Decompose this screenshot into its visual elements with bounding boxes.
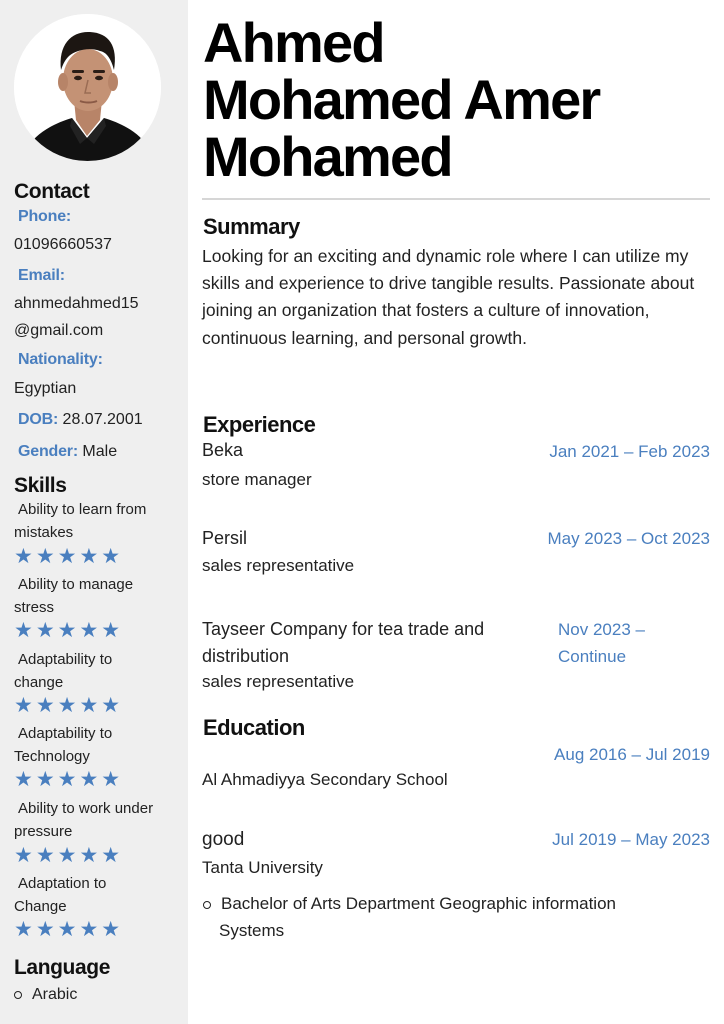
job-role: sales representative bbox=[202, 672, 355, 691]
skill-name-line2: change bbox=[14, 674, 64, 691]
name-line2: Mohamed Amer bbox=[203, 68, 600, 131]
dob-row bbox=[18, 410, 143, 430]
job-company bbox=[202, 616, 484, 670]
job-date: May 2023 – Oct 2023 bbox=[547, 529, 710, 548]
gender-label: Gender: bbox=[18, 443, 78, 460]
dob-label: DOB: bbox=[18, 411, 59, 428]
skill-name-line1: Adaptability to bbox=[18, 725, 113, 742]
dob-value: 28.07.2001 bbox=[62, 411, 143, 428]
job-role: store manager bbox=[202, 470, 312, 489]
skill-name-line2: stress bbox=[14, 599, 55, 616]
skill-name-line1: Adaptability to bbox=[18, 651, 113, 668]
skill-rating-stars: ★★★★★ bbox=[14, 619, 124, 642]
gender-row bbox=[18, 442, 117, 462]
bullet-icon bbox=[203, 901, 211, 909]
header-divider bbox=[202, 198, 710, 200]
education-detail-line2: Systems bbox=[219, 921, 285, 940]
avatar-portrait-image bbox=[14, 14, 161, 161]
job-role: sales representative bbox=[202, 556, 355, 575]
education-school: Al Ahmadiyya Secondary School bbox=[202, 770, 448, 789]
skill-rating-stars: ★★★★★ bbox=[14, 545, 124, 568]
skill-name-line2: mistakes bbox=[14, 524, 74, 541]
skill-item bbox=[14, 797, 186, 843]
skill-name-line1: Adaptation to bbox=[18, 875, 107, 892]
phone-value: 01096660537 bbox=[14, 236, 112, 253]
skill-name-line1: Ability to manage bbox=[18, 576, 134, 593]
bullet-icon bbox=[14, 991, 22, 999]
education-date: Aug 2016 – Jul 2019 bbox=[554, 745, 710, 764]
skill-name-line1: Ability to learn from bbox=[18, 501, 147, 518]
skill-rating-stars: ★★★★★ bbox=[14, 844, 124, 867]
skill-name-line2: pressure bbox=[14, 823, 73, 840]
job-date-line2: Continue bbox=[558, 647, 627, 666]
job-company: Persil bbox=[202, 528, 248, 548]
contact-heading: Contact bbox=[14, 180, 90, 203]
skill-item bbox=[14, 573, 186, 619]
email-label: Email: bbox=[18, 267, 65, 284]
name-line3: Mohamed bbox=[203, 125, 452, 188]
skill-item bbox=[14, 722, 186, 768]
skill-item bbox=[14, 648, 186, 694]
education-date: Jul 2019 – May 2023 bbox=[552, 830, 710, 849]
skill-rating-stars: ★★★★★ bbox=[14, 918, 124, 941]
email-value-line1: ahnmedahmed15 bbox=[14, 295, 139, 312]
education-heading: Education bbox=[203, 715, 305, 740]
gender-value: Male bbox=[82, 443, 118, 460]
skill-name-line2: Change bbox=[14, 898, 67, 915]
nationality-label: Nationality: bbox=[18, 351, 103, 368]
skill-rating-stars: ★★★★★ bbox=[14, 694, 124, 717]
job-date-line1: Nov 2023 – bbox=[558, 620, 645, 639]
skill-name-line2: Technology bbox=[14, 748, 90, 765]
name-line1: Ahmed bbox=[203, 11, 384, 74]
job-company-line2: distribution bbox=[202, 646, 290, 666]
phone-label: Phone: bbox=[18, 208, 72, 225]
job-date bbox=[558, 616, 645, 670]
full-name bbox=[203, 11, 713, 188]
job-company-line1: Tayseer Company for tea trade and bbox=[202, 619, 485, 639]
skill-rating-stars: ★★★★★ bbox=[14, 768, 124, 791]
email-value-line2: @gmail.com bbox=[14, 322, 104, 339]
job-date: Jan 2021 – Feb 2023 bbox=[549, 442, 710, 461]
education-detail bbox=[203, 890, 713, 944]
nationality-value: Egyptian bbox=[14, 380, 77, 397]
language-name: Arabic bbox=[32, 986, 78, 1003]
education-degree: good bbox=[202, 829, 245, 850]
skill-item bbox=[14, 498, 186, 544]
profile-photo bbox=[14, 14, 161, 161]
experience-heading: Experience bbox=[203, 412, 316, 437]
summary-text: Looking for an exciting and dynamic role where I can utilize my skills and experience to drive tangible results. Passionate about joining an organization that fosters a culture of innovation, continuous learning, and personal growth. bbox=[202, 246, 695, 348]
sidebar bbox=[0, 0, 188, 1024]
job-company: Beka bbox=[202, 440, 244, 460]
skills-heading: Skills bbox=[14, 474, 67, 497]
language-item bbox=[14, 985, 77, 1005]
language-heading: Language bbox=[14, 956, 110, 979]
education-detail-line1: Bachelor of Arts Department Geographic information bbox=[221, 894, 616, 913]
education-school: Tanta University bbox=[202, 858, 323, 877]
skill-item bbox=[14, 872, 186, 918]
summary-heading: Summary bbox=[203, 214, 300, 239]
skill-name-line1: Ability to work under bbox=[18, 800, 154, 817]
